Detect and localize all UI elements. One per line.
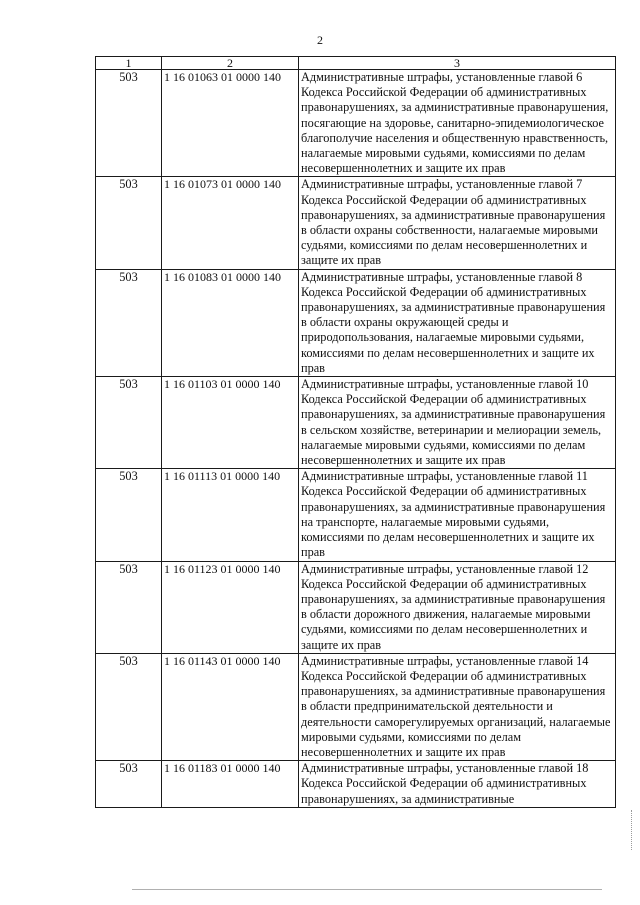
budget-classification-code-cell: 1 16 01063 01 0000 140 [162, 70, 299, 177]
budget-classification-code-cell: 1 16 01183 01 0000 140 [162, 761, 299, 808]
budget-classification-code-cell: 1 16 01143 01 0000 140 [162, 653, 299, 760]
revenue-description-cell: Административные штрафы, установленные главой 7 Кодекса Российской Федерации об административных правонарушениях, за административные правонарушения в области охраны собственности, налагаемые мировыми судьями, комиссиями по делам несовершеннолетних и защите их прав [299, 177, 616, 269]
column-header-2: 2 [162, 57, 299, 70]
budget-classification-code-cell: 1 16 01073 01 0000 140 [162, 177, 299, 269]
administrator-code-cell: 503 [96, 377, 162, 469]
revenue-description-cell: Административные штрафы, установленные главой 6 Кодекса Российской Федерации об административных правонарушениях, за административные правонарушения, посягающие на здоровье, санитарно-эпидемиологическое благополучие населения и общественную нравственность, налагаемые мировыми судьями, комиссиями по делам несовершеннолетних и защите их прав [299, 70, 616, 177]
table-row [96, 269, 616, 376]
revenue-description-cell: Административные штрафы, установленные главой 12 Кодекса Российской Федерации об административных правонарушениях, за административные правонарушения в области дорожного движения, налагаемые мировыми судьями, комиссиями по делам несовершеннолетних и защите их прав [299, 561, 616, 653]
revenue-codes-table [95, 56, 616, 808]
scan-edge-mark [631, 810, 635, 850]
budget-classification-code-cell: 1 16 01083 01 0000 140 [162, 269, 299, 376]
administrator-code-cell: 503 [96, 761, 162, 808]
table-header-row [96, 57, 616, 70]
administrator-code-cell: 503 [96, 653, 162, 760]
administrator-code-cell: 503 [96, 177, 162, 269]
column-header-1: 1 [96, 57, 162, 70]
administrator-code-cell: 503 [96, 561, 162, 653]
column-header-3: 3 [299, 57, 616, 70]
budget-classification-code-cell: 1 16 01123 01 0000 140 [162, 561, 299, 653]
revenue-description-cell: Административные штрафы, установленные главой 18 Кодекса Российской Федерации об административных правонарушениях, за административные [299, 761, 616, 808]
revenue-description-cell: Административные штрафы, установленные главой 11 Кодекса Российской Федерации об административных правонарушениях, за административные правонарушения на транспорте, налагаемые мировыми судьями, комиссиями по делам несовершеннолетних и защите их прав [299, 469, 616, 561]
table-row [96, 561, 616, 653]
table-row [96, 653, 616, 760]
table-row [96, 177, 616, 269]
table-row [96, 70, 616, 177]
page-number: 2 [317, 33, 323, 47]
table-row [96, 761, 616, 808]
table-row [96, 377, 616, 469]
revenue-description-cell: Административные штрафы, установленные главой 10 Кодекса Российской Федерации об административных правонарушениях, за административные правонарушения в сельском хозяйстве, ветеринарии и мелиорации земель, налагаемые мировыми судьями, комиссиями по делам несовершеннолетних и защите их прав [299, 377, 616, 469]
administrator-code-cell: 503 [96, 269, 162, 376]
revenue-description-cell: Административные штрафы, установленные главой 14 Кодекса Российской Федерации об административных правонарушениях, за административные правонарушения в области предпринимательской деятельности и деятельности саморегулируемых организаций, налагаемые мировыми судьями, комиссиями по делам несовершеннолетних и защите их прав [299, 653, 616, 760]
footer-line [132, 889, 602, 890]
budget-classification-code-cell: 1 16 01103 01 0000 140 [162, 377, 299, 469]
administrator-code-cell: 503 [96, 70, 162, 177]
administrator-code-cell: 503 [96, 469, 162, 561]
budget-classification-code-cell: 1 16 01113 01 0000 140 [162, 469, 299, 561]
table-row [96, 469, 616, 561]
revenue-description-cell: Административные штрафы, установленные главой 8 Кодекса Российской Федерации об административных правонарушениях, за административные правонарушения в области охраны окружающей среды и природопользования, налагаемые мировыми судьями, комиссиями по делам несовершеннолетних и защите их прав [299, 269, 616, 376]
